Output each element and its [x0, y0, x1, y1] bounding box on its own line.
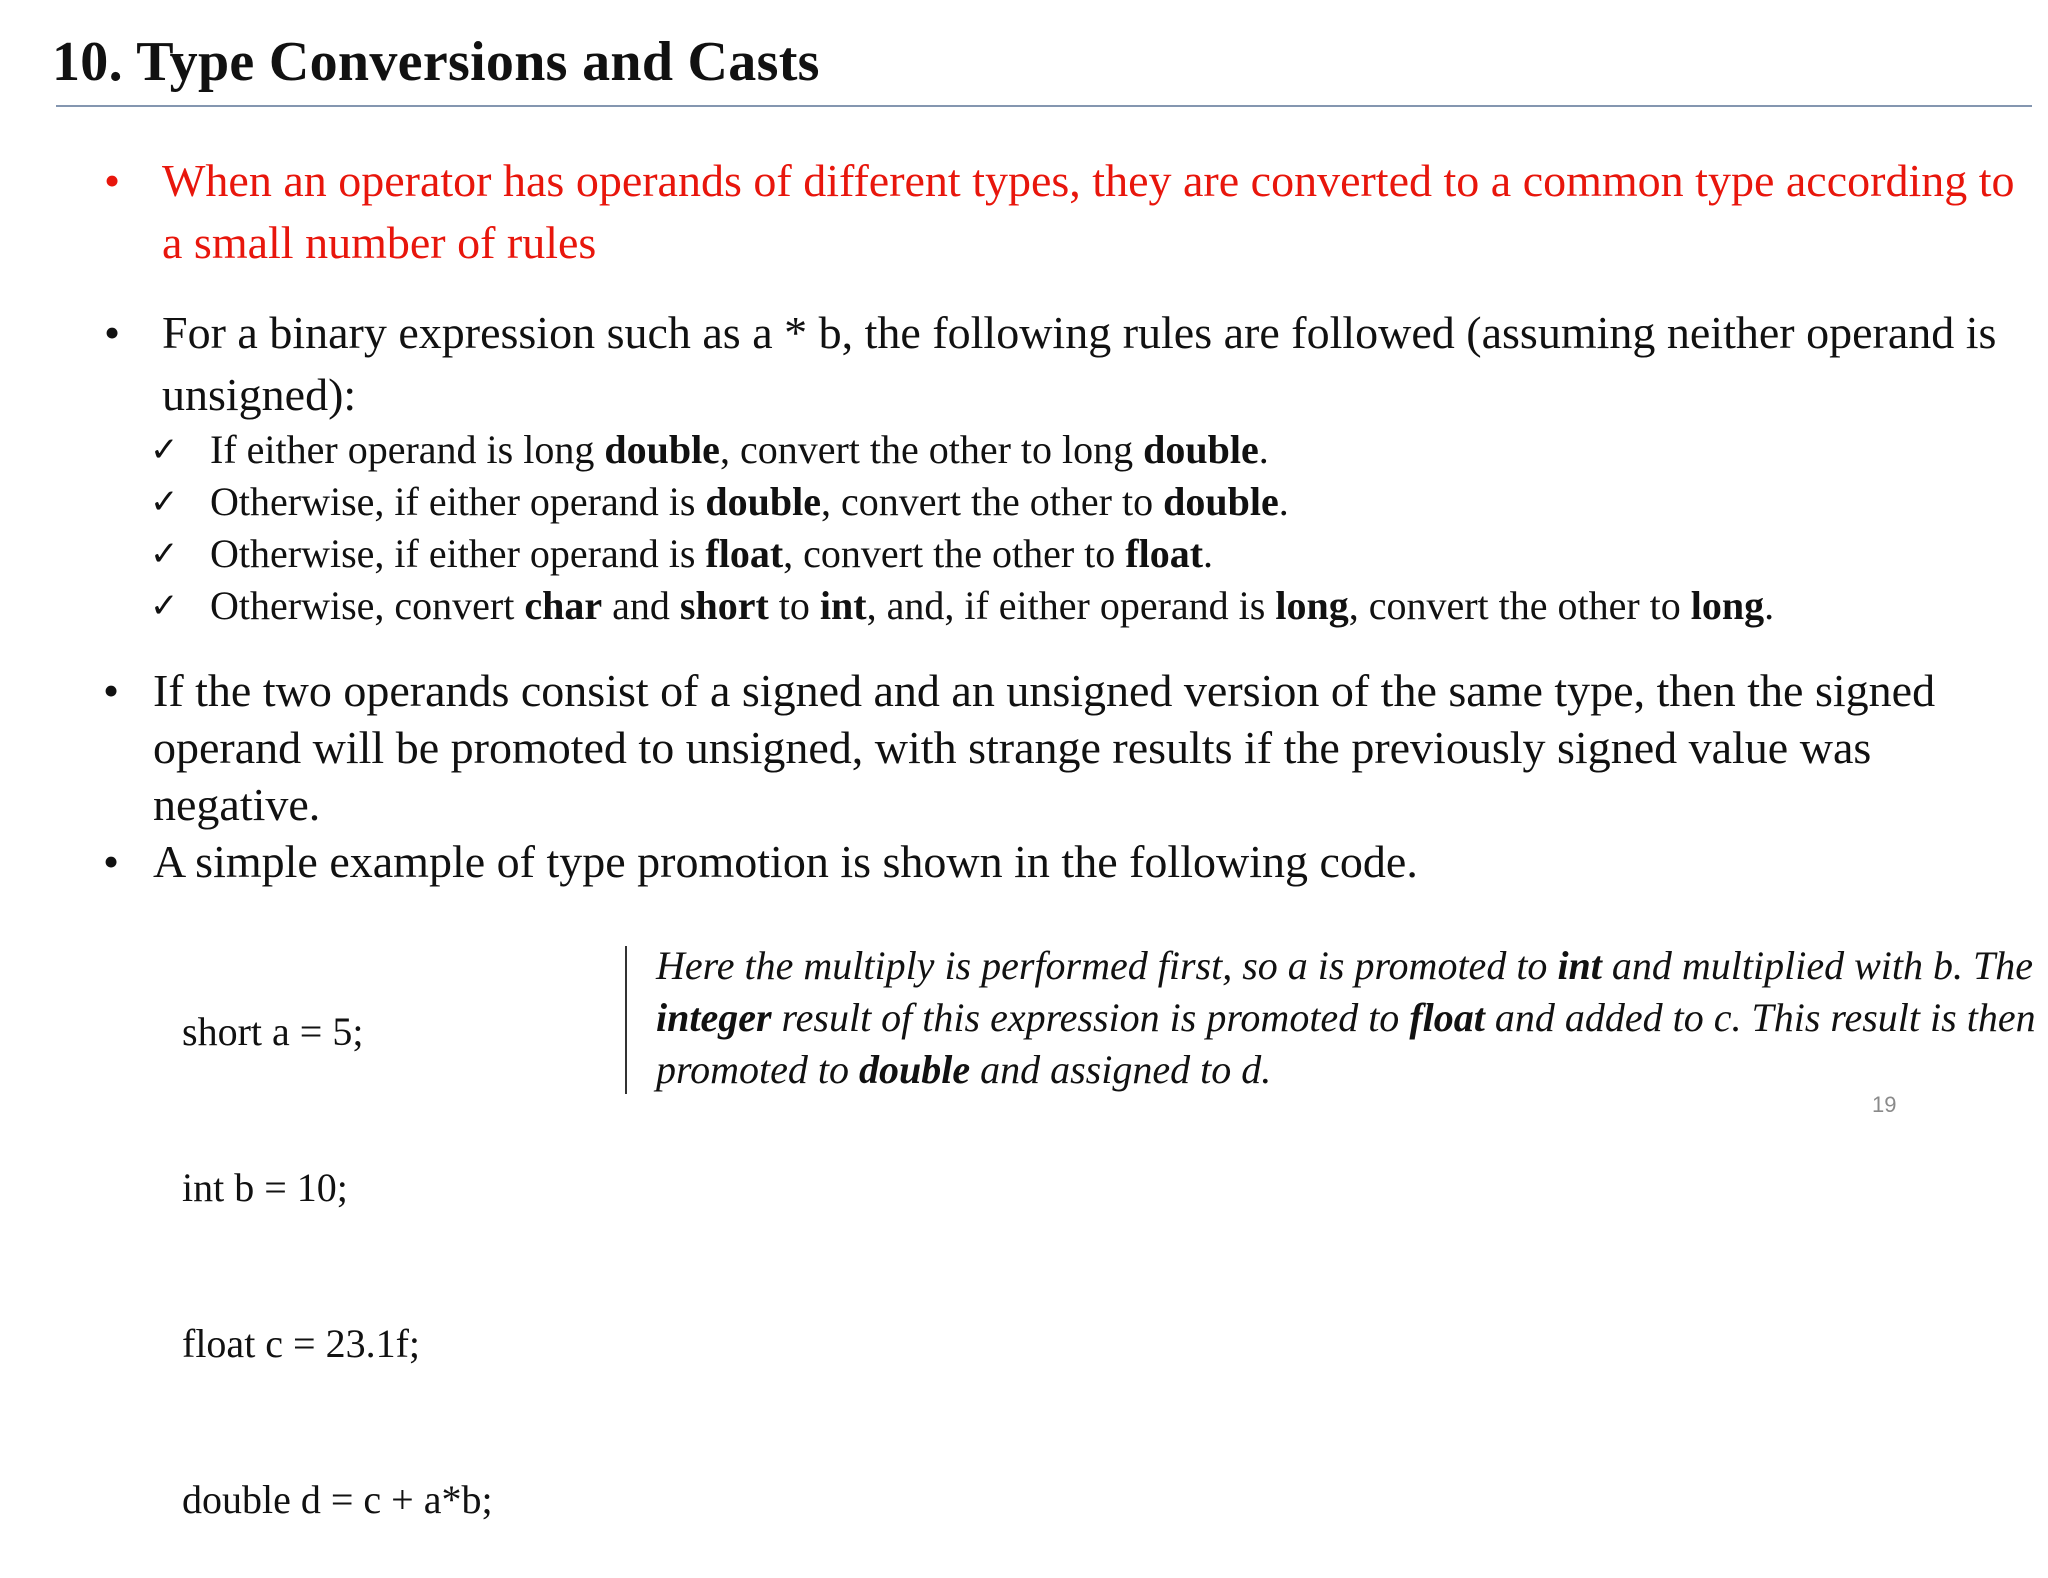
- note-text: result of this expression is promoted to: [771, 995, 1410, 1040]
- rule-keyword: char: [524, 583, 603, 628]
- rule-text: .: [1258, 427, 1269, 472]
- rule-text: Otherwise, if either operand is: [210, 479, 706, 524]
- note-keyword: integer: [656, 995, 772, 1040]
- rule-keyword: double: [1143, 427, 1259, 472]
- rule-item-float: [150, 528, 1774, 580]
- rule-keyword: short: [679, 583, 769, 628]
- checkmark-icon: ✓: [150, 586, 179, 626]
- bullet-example-intro: [103, 833, 2023, 890]
- note-text: and assigned to d.: [970, 1047, 1272, 1092]
- rule-keyword: double: [705, 479, 821, 524]
- code-example: [182, 902, 493, 1578]
- code-line: float c = 23.1f;: [182, 1321, 421, 1366]
- rule-text: .: [1203, 531, 1214, 576]
- bullet-marker: •: [104, 155, 121, 206]
- rule-text: , and, if either operand is: [866, 583, 1276, 628]
- rule-text: If either operand is long: [210, 427, 605, 472]
- rule-text: and: [602, 583, 680, 628]
- rule-text: .: [1278, 479, 1289, 524]
- code-line: double d = c + a*b;: [182, 1477, 493, 1522]
- title-divider: [56, 105, 2032, 107]
- bullet-signed-unsigned: [103, 662, 2023, 833]
- bullet-text: If the two operands consist of a signed and an unsigned version of the same type, then the signed operand will be promoted to unsigned, with strange results if the previously signed value was negative.: [153, 665, 1936, 830]
- note-text: and added to c. This result is then promoted to: [656, 995, 2036, 1092]
- checkmark-icon: ✓: [150, 482, 179, 522]
- bullet-text: A simple example of type promotion is shown in the following code.: [153, 836, 1418, 887]
- code-explanation: [656, 940, 2036, 1096]
- rule-text: to: [768, 583, 820, 628]
- bullet-marker: •: [103, 665, 120, 716]
- rule-item-double: [150, 476, 1774, 528]
- bullet-common-type: [104, 150, 2022, 274]
- rule-text: , convert the other to: [1348, 583, 1691, 628]
- note-text: and multiplied with b. The: [1601, 943, 2034, 988]
- rule-text: , convert the other to long: [719, 427, 1144, 472]
- rule-keyword: double: [1163, 479, 1279, 524]
- conversion-rules-list: [150, 424, 1774, 632]
- page-number: 19: [1872, 1092, 1897, 1117]
- rule-item-int-long: [150, 580, 1774, 632]
- rule-keyword: double: [604, 427, 720, 472]
- slide-title: 10. Type Conversions and Casts: [52, 31, 820, 93]
- checkmark-icon: ✓: [150, 430, 179, 470]
- rule-keyword: float: [1125, 531, 1204, 576]
- note-text: Here the multiply is performed first, so a is promoted to: [656, 943, 1558, 988]
- rule-keyword: float: [705, 531, 784, 576]
- rule-text: , convert the other to: [821, 479, 1164, 524]
- bullet-text: When an operator has operands of different types, they are converted to a common type according to a small number of rules: [162, 155, 2015, 268]
- bullet-text: For a binary expression such as a * b, the following rules are followed (assuming neither operand is unsigned):: [162, 307, 1997, 420]
- bullet-marker: •: [103, 836, 120, 887]
- rule-keyword: long: [1275, 583, 1349, 628]
- rule-text: Otherwise, if either operand is: [210, 531, 706, 576]
- rule-keyword: int: [819, 583, 867, 628]
- code-note-divider: [625, 946, 627, 1094]
- note-keyword: int: [1557, 943, 1602, 988]
- rule-text: Otherwise, convert: [210, 583, 525, 628]
- code-line: short a = 5;: [182, 1009, 364, 1054]
- rule-text: .: [1764, 583, 1775, 628]
- code-line: int b = 10;: [182, 1165, 348, 1210]
- rule-item-long-double: [150, 424, 1774, 476]
- note-keyword: float: [1409, 995, 1485, 1040]
- rule-text: , convert the other to: [783, 531, 1126, 576]
- bullet-binary-expression: [104, 302, 2022, 426]
- checkmark-icon: ✓: [150, 534, 179, 574]
- rule-keyword: long: [1690, 583, 1765, 628]
- note-keyword: double: [858, 1047, 971, 1092]
- bullet-marker: •: [104, 307, 121, 358]
